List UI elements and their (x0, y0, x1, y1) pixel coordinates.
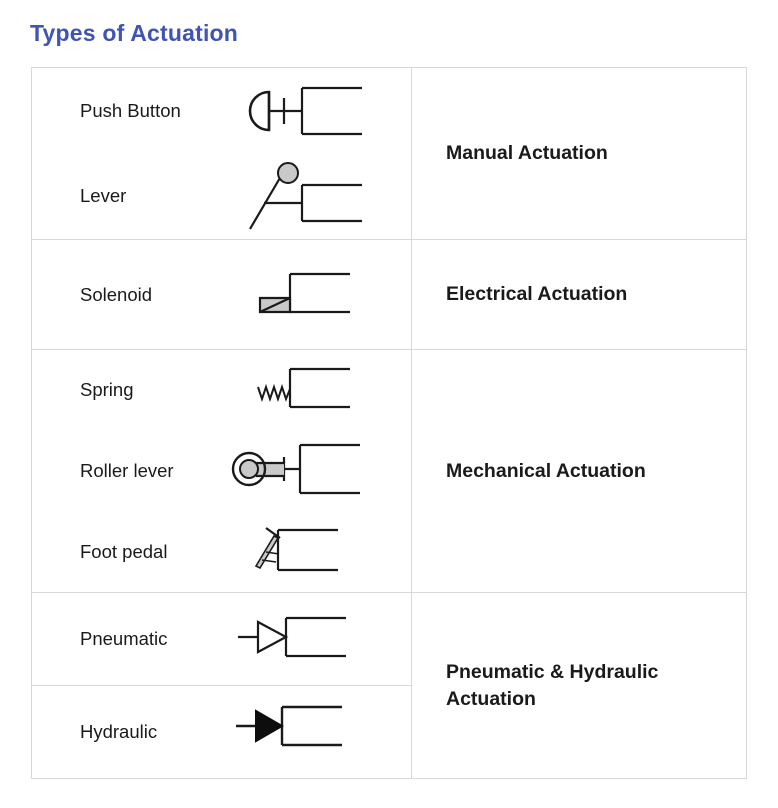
push-button-symbol (222, 76, 411, 146)
lever-symbol (222, 157, 411, 235)
foot-pedal-symbol (222, 516, 411, 588)
symbol-label: Lever (80, 185, 127, 207)
symbol-label: Roller lever (80, 460, 174, 481)
hydraulic-symbol (222, 697, 411, 767)
table-row (32, 68, 746, 240)
list-item (32, 68, 411, 154)
category-label: Manual Actuation (446, 142, 608, 165)
actuation-types-table (31, 67, 747, 779)
symbol-label: Foot pedal (80, 540, 168, 562)
symbol-column (32, 593, 412, 778)
roller-lever-symbol (222, 431, 411, 511)
category-label: Mechanical Actuation (446, 459, 646, 482)
symbol-column (32, 68, 412, 239)
list-item (32, 431, 411, 512)
list-item (32, 350, 411, 431)
symbol-label: Pneumatic (80, 627, 168, 649)
pneumatic-symbol (222, 604, 411, 674)
category-cell (412, 68, 746, 239)
list-item (32, 240, 411, 349)
category-cell (412, 350, 746, 592)
symbol-label: Hydraulic (80, 720, 158, 742)
solenoid-symbol (222, 260, 411, 330)
symbol-label: Spring (80, 379, 134, 401)
category-label: Electrical Actuation (446, 283, 628, 306)
symbol-label: Solenoid (80, 283, 153, 305)
symbol-column (32, 240, 412, 349)
category-cell (412, 593, 746, 778)
category-cell (412, 240, 746, 349)
page-title: Types of Actuation (30, 20, 239, 46)
symbol-column (32, 350, 412, 592)
category-label: Pneumatic & Hydraulic Actuation (446, 661, 659, 710)
symbol-label: Push Button (80, 99, 181, 121)
list-item (32, 686, 411, 779)
list-item (32, 593, 411, 686)
spring-symbol (222, 355, 411, 425)
list-item (32, 511, 411, 592)
table-row (32, 240, 746, 350)
table-row (32, 593, 746, 778)
table-row (32, 350, 746, 593)
list-item (32, 154, 411, 240)
